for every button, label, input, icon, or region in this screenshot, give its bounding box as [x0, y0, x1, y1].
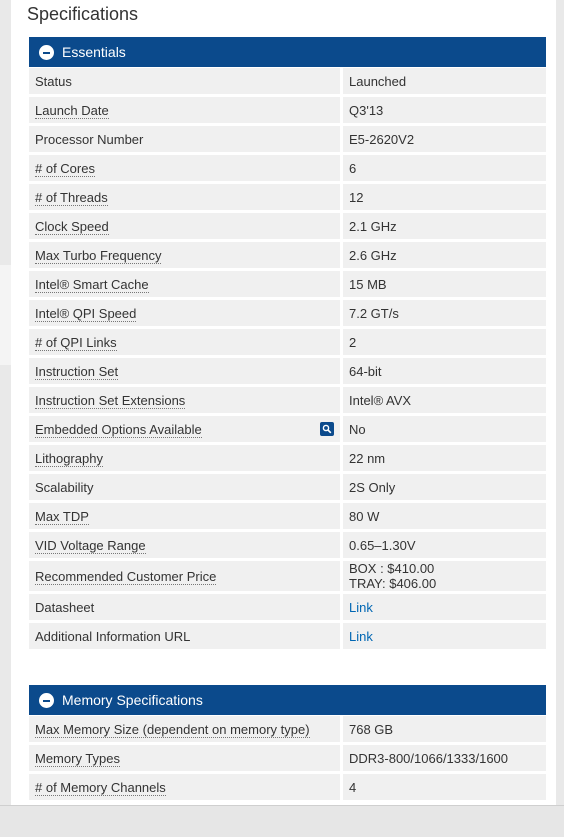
datasheet-link[interactable]: Link	[349, 599, 373, 615]
row-label[interactable]: VID Voltage Range	[35, 537, 146, 553]
row-value: 4	[340, 774, 546, 800]
row-value: 6	[340, 155, 546, 181]
row-value: 7.2 GT/s	[340, 300, 546, 326]
row-value: 22 nm	[340, 445, 546, 471]
table-row	[29, 242, 546, 268]
row-label: Additional Information URL	[35, 628, 191, 644]
section-title-essentials: Essentials	[62, 44, 126, 60]
row-label[interactable]: # of QPI Links	[35, 334, 117, 350]
row-label: Processor Number	[35, 131, 144, 147]
additional-info-link[interactable]: Link	[349, 628, 373, 644]
bottom-bar	[0, 805, 564, 837]
row-value: 2	[340, 329, 546, 355]
table-row	[29, 126, 546, 152]
table-row	[29, 774, 546, 800]
table-row	[29, 532, 546, 558]
magnifier-glyph	[322, 424, 332, 434]
section-header-essentials[interactable]	[29, 37, 546, 67]
table-row	[29, 416, 546, 442]
row-value: Intel® AVX	[340, 387, 546, 413]
row-label[interactable]: Max Turbo Frequency	[35, 247, 162, 263]
table-row	[29, 474, 546, 500]
row-value: 80 W	[340, 503, 546, 529]
row-value: 64-bit	[340, 358, 546, 384]
table-row	[29, 561, 546, 591]
row-value: No	[340, 416, 546, 442]
collapse-minus-icon[interactable]	[39, 693, 54, 708]
table-row	[29, 155, 546, 181]
row-label[interactable]: # of Cores	[35, 160, 95, 176]
row-value: Launched	[340, 68, 546, 94]
table-row	[29, 329, 546, 355]
row-label[interactable]: Recommended Customer Price	[35, 568, 217, 584]
row-label[interactable]: # of Threads	[35, 189, 108, 205]
price-box: BOX : $410.00	[349, 561, 435, 576]
row-value: E5-2620V2	[340, 126, 546, 152]
table-row	[29, 68, 546, 94]
table-row	[29, 387, 546, 413]
row-value: 2.6 GHz	[340, 242, 546, 268]
row-value: 12	[340, 184, 546, 210]
table-row	[29, 445, 546, 471]
table-row	[29, 623, 546, 649]
table-row	[29, 97, 546, 123]
row-value: 2.1 GHz	[340, 213, 546, 239]
row-label[interactable]: Intel® Smart Cache	[35, 276, 149, 292]
row-label[interactable]: Lithography	[35, 450, 103, 466]
essentials-table	[29, 65, 546, 652]
row-label[interactable]: Memory Types	[35, 750, 121, 766]
row-value: Q3'13	[340, 97, 546, 123]
search-info-icon[interactable]	[320, 422, 334, 436]
section-header-memory[interactable]	[29, 685, 546, 715]
section-title-memory: Memory Specifications	[62, 692, 203, 708]
table-row	[29, 300, 546, 326]
row-value: 15 MB	[340, 271, 546, 297]
row-value: DDR3-800/1066/1333/1600	[340, 745, 546, 771]
row-label: Scalability	[35, 479, 94, 495]
table-row	[29, 358, 546, 384]
row-label[interactable]: Embedded Options Available	[35, 421, 202, 437]
row-label[interactable]: # of Memory Channels	[35, 779, 166, 795]
page-title: Specifications	[27, 4, 139, 24]
row-label[interactable]: Max TDP	[35, 508, 89, 524]
row-value: 768 GB	[340, 716, 546, 742]
row-label[interactable]: Max Memory Size (dependent on memory type)	[35, 721, 310, 737]
table-row	[29, 184, 546, 210]
row-label[interactable]: Clock Speed	[35, 218, 109, 234]
table-row	[29, 213, 546, 239]
row-label[interactable]: Intel® QPI Speed	[35, 305, 137, 321]
row-label: Datasheet	[35, 599, 95, 615]
table-row	[29, 716, 546, 742]
table-row	[29, 271, 546, 297]
collapse-minus-icon[interactable]	[39, 45, 54, 60]
row-label[interactable]: Launch Date	[35, 102, 109, 118]
row-label[interactable]: Instruction Set	[35, 363, 119, 379]
row-label: Status	[35, 73, 72, 89]
table-row	[29, 594, 546, 620]
row-value: 0.65–1.30V	[340, 532, 546, 558]
row-value: 2S Only	[340, 474, 546, 500]
table-row	[29, 745, 546, 771]
memory-table	[29, 713, 546, 803]
specifications-panel	[11, 0, 556, 805]
row-label[interactable]: Instruction Set Extensions	[35, 392, 186, 408]
table-row	[29, 503, 546, 529]
price-tray: TRAY: $406.00	[349, 576, 437, 591]
